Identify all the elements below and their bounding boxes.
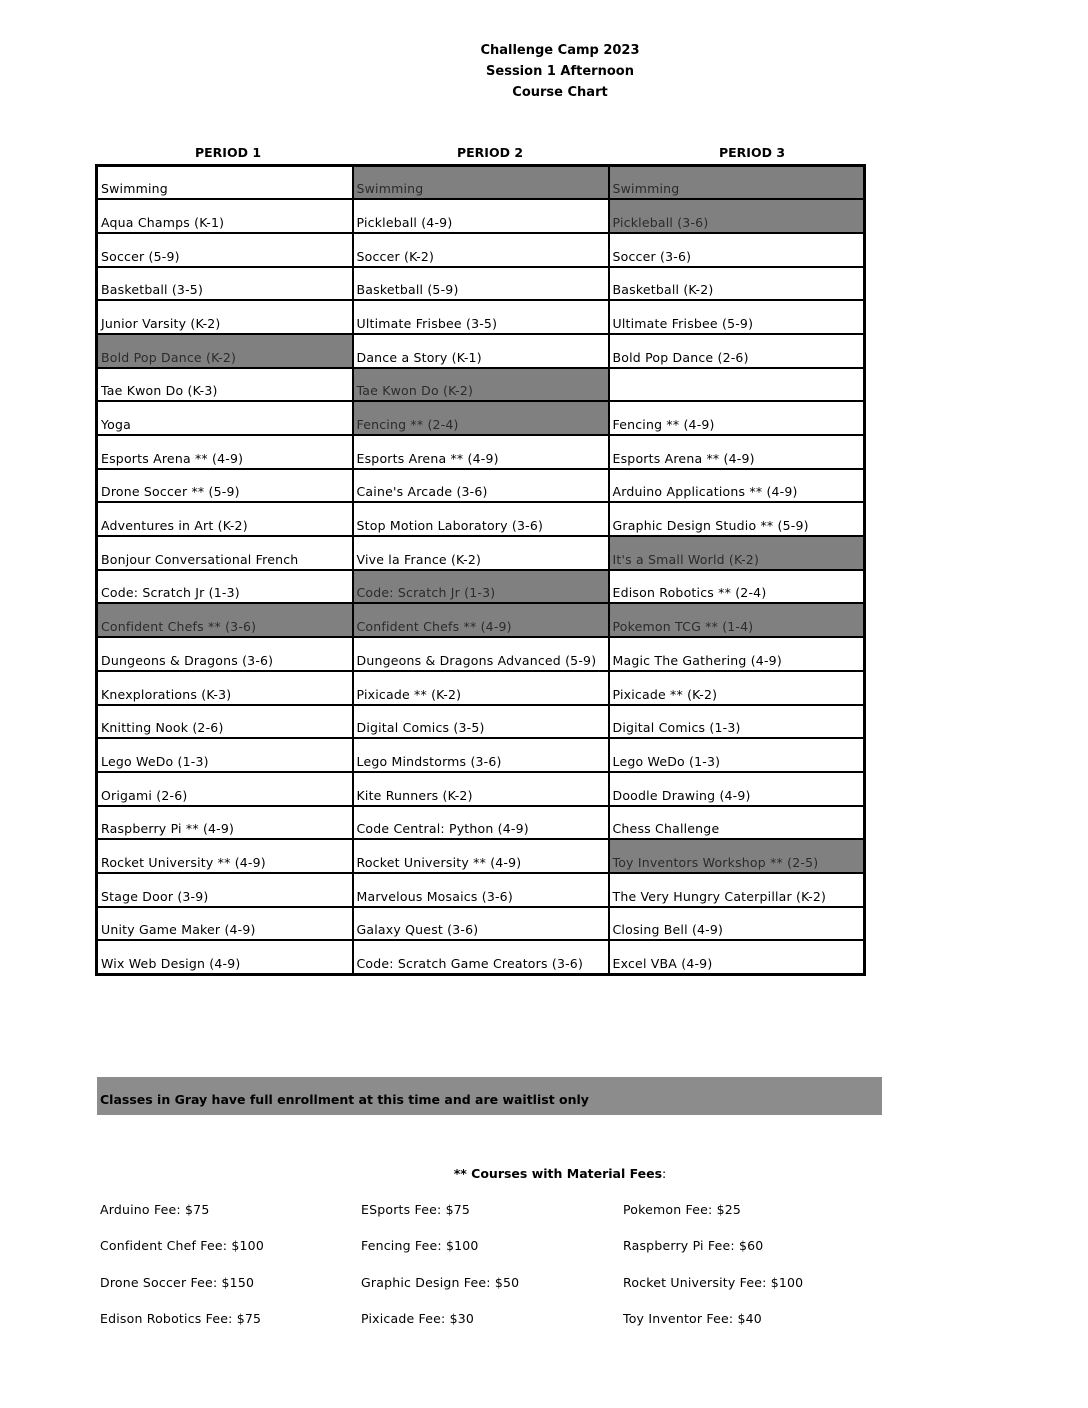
course-cell: Origami (2-6) [97, 772, 353, 806]
table-row [97, 738, 865, 772]
table-row [97, 502, 865, 536]
course-cell: Esports Arena ** (4-9) [353, 435, 609, 469]
period-1-header: PERIOD 1 [194, 145, 262, 160]
course-cell: Digital Comics (1-3) [609, 705, 865, 739]
course-cell: Graphic Design Studio ** (5-9) [609, 502, 865, 536]
course-cell: Knexplorations (K-3) [97, 671, 353, 705]
table-row [97, 671, 865, 705]
course-cell: Pixicade ** (K-2) [353, 671, 609, 705]
course-cell [609, 368, 865, 402]
course-cell: Rocket University ** (4-9) [97, 839, 353, 873]
course-cell: Ultimate Frisbee (3-5) [353, 300, 609, 334]
course-cell: Junior Varsity (K-2) [97, 300, 353, 334]
fee-item: Arduino Fee: $75 [100, 1202, 210, 1217]
fee-item: Drone Soccer Fee: $150 [100, 1274, 255, 1290]
course-cell: Pickleball (3-6) [609, 199, 865, 233]
table-row [97, 603, 865, 637]
period-2-header: PERIOD 2 [456, 145, 524, 160]
table-row [97, 873, 865, 907]
course-cell: Drone Soccer ** (5-9) [97, 469, 353, 503]
course-cell: Pokemon TCG ** (1-4) [609, 603, 865, 637]
table-row [97, 199, 865, 233]
table-row [97, 705, 865, 739]
fee-item: Graphic Design Fee: $50 [361, 1274, 520, 1290]
table-row [97, 300, 865, 334]
course-cell: Dance a Story (K-1) [353, 334, 609, 368]
course-cell: Excel VBA (4-9) [609, 940, 865, 974]
course-cell: Caine's Arcade (3-6) [353, 469, 609, 503]
course-cell: Code: Scratch Jr (1-3) [97, 570, 353, 604]
course-cell: Galaxy Quest (3-6) [353, 907, 609, 941]
course-cell: Lego Mindstorms (3-6) [353, 738, 609, 772]
course-cell: Ultimate Frisbee (5-9) [609, 300, 865, 334]
course-cell: Stop Motion Laboratory (3-6) [353, 502, 609, 536]
course-cell: Chess Challenge [609, 806, 865, 840]
fee-item: Fencing Fee: $100 [361, 1238, 479, 1254]
document-title [0, 40, 1088, 103]
course-cell: Arduino Applications ** (4-9) [609, 469, 865, 503]
table-row [97, 435, 865, 469]
fees-heading-suffix: : [662, 1166, 667, 1181]
course-cell: Esports Arena ** (4-9) [609, 435, 865, 469]
course-cell: Fencing ** (4-9) [609, 401, 865, 435]
period-headers [97, 145, 883, 160]
fees-heading [0, 1166, 1088, 1181]
course-cell: Pickleball (4-9) [353, 199, 609, 233]
fee-item: Edison Robotics Fee: $75 [100, 1311, 262, 1327]
course-table-body [97, 166, 865, 975]
course-cell: Knitting Nook (2-6) [97, 705, 353, 739]
course-cell: Closing Bell (4-9) [609, 907, 865, 941]
course-cell: Marvelous Mosaics (3-6) [353, 873, 609, 907]
course-cell: Edison Robotics ** (2-4) [609, 570, 865, 604]
course-cell: Swimming [353, 166, 609, 200]
table-row [97, 334, 865, 368]
course-cell: Confident Chefs ** (3-6) [97, 603, 353, 637]
course-cell: Esports Arena ** (4-9) [97, 435, 353, 469]
course-cell: Raspberry Pi ** (4-9) [97, 806, 353, 840]
course-cell: Basketball (K-2) [609, 267, 865, 301]
course-cell: Code: Scratch Jr (1-3) [353, 570, 609, 604]
course-cell: Yoga [97, 401, 353, 435]
course-cell: Digital Comics (3-5) [353, 705, 609, 739]
course-table [95, 164, 866, 976]
course-cell: Lego WeDo (1-3) [609, 738, 865, 772]
waitlist-notice: Classes in Gray have full enrollment at this time and are waitlist only [97, 1077, 882, 1115]
course-cell: Soccer (K-2) [353, 233, 609, 267]
fee-item: Pokemon Fee: $25 [623, 1202, 742, 1217]
table-row [97, 166, 865, 200]
fee-item: Raspberry Pi Fee: $60 [623, 1238, 764, 1254]
course-cell: Soccer (5-9) [97, 233, 353, 267]
course-cell: Magic The Gathering (4-9) [609, 637, 865, 671]
course-cell: Code Central: Python (4-9) [353, 806, 609, 840]
course-cell: Confident Chefs ** (4-9) [353, 603, 609, 637]
course-cell: The Very Hungry Caterpillar (K-2) [609, 873, 865, 907]
fee-item: ESports Fee: $75 [361, 1202, 471, 1217]
course-cell: Tae Kwon Do (K-3) [97, 368, 353, 402]
course-cell: Rocket University ** (4-9) [353, 839, 609, 873]
course-cell: Fencing ** (2-4) [353, 401, 609, 435]
course-cell: Kite Runners (K-2) [353, 772, 609, 806]
course-cell: Lego WeDo (1-3) [97, 738, 353, 772]
table-row [97, 839, 865, 873]
table-row [97, 401, 865, 435]
table-row [97, 536, 865, 570]
course-cell: Tae Kwon Do (K-2) [353, 368, 609, 402]
table-row [97, 907, 865, 941]
course-cell: Doodle Drawing (4-9) [609, 772, 865, 806]
course-cell: Toy Inventors Workshop ** (2-5) [609, 839, 865, 873]
table-row [97, 806, 865, 840]
course-cell: Dungeons & Dragons Advanced (5-9) [353, 637, 609, 671]
course-cell: Bold Pop Dance (K-2) [97, 334, 353, 368]
course-cell: Code: Scratch Game Creators (3-6) [353, 940, 609, 974]
course-cell: It's a Small World (K-2) [609, 536, 865, 570]
course-cell: Soccer (3-6) [609, 233, 865, 267]
course-cell: Basketball (3-5) [97, 267, 353, 301]
title-line-chart: Course Chart [512, 85, 608, 100]
table-row [97, 267, 865, 301]
fees-grid [100, 1201, 886, 1328]
course-cell: Pixicade ** (K-2) [609, 671, 865, 705]
course-cell: Unity Game Maker (4-9) [97, 907, 353, 941]
table-row [97, 233, 865, 267]
title-line-session: Session 1 Afternoon [486, 64, 634, 79]
course-cell: Bonjour Conversational French [97, 536, 353, 570]
course-cell: Adventures in Art (K-2) [97, 502, 353, 536]
course-cell: Wix Web Design (4-9) [97, 940, 353, 974]
title-line-camp: Challenge Camp 2023 [480, 43, 640, 58]
course-cell: Stage Door (3-9) [97, 873, 353, 907]
course-cell: Swimming [97, 166, 353, 200]
course-cell: Aqua Champs (K-1) [97, 199, 353, 233]
course-cell: Basketball (5-9) [353, 267, 609, 301]
course-cell: Bold Pop Dance (2-6) [609, 334, 865, 368]
course-cell: Swimming [609, 166, 865, 200]
course-cell: Dungeons & Dragons (3-6) [97, 637, 353, 671]
fees-heading-bold: ** Courses with Material Fees [453, 1166, 663, 1181]
table-row [97, 940, 865, 974]
table-row [97, 368, 865, 402]
table-row [97, 469, 865, 503]
table-row [97, 772, 865, 806]
course-cell: Vive la France (K-2) [353, 536, 609, 570]
table-row [97, 637, 865, 671]
period-3-header: PERIOD 3 [718, 145, 786, 160]
fee-item: Confident Chef Fee: $100 [100, 1238, 264, 1254]
fee-item: Toy Inventor Fee: $40 [623, 1311, 762, 1327]
fee-item: Rocket University Fee: $100 [623, 1274, 804, 1290]
table-row [97, 570, 865, 604]
fee-item: Pixicade Fee: $30 [361, 1311, 475, 1327]
